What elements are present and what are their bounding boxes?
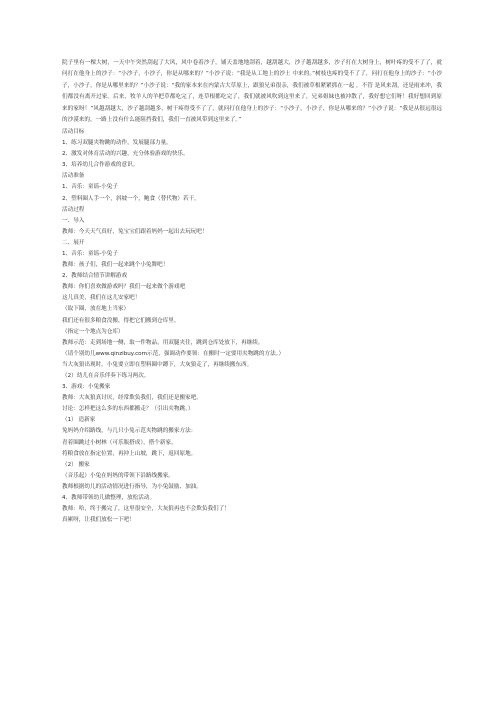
text-line: 兔妈妈介绍路线，与几只小兔示范夹物跳的搬家方法： (62, 428, 197, 435)
text-line: 将粮食放在指定位置，再沖上山坡，跳下，返回原地。 (62, 450, 197, 457)
text-line: （音乐起）小兔在妈妈的带领下沿路线搬家。 (62, 472, 174, 479)
text-line: （请个别幼儿www.qinzibuy.com示范，强调动作要领：在搬时一定要用夹物跳的方法。） (62, 350, 285, 357)
text-line: 活动准备 (62, 173, 85, 180)
text-line: 1、音乐：童谣-小兔子 (62, 250, 118, 257)
text-line: （指定一个地点为仓库） (62, 328, 124, 335)
text-line: 教师：哈，终于搬完了，这里很安全，大灰狼再也不会欺负我们了！ (62, 506, 230, 513)
text-line: 活动过程 (62, 206, 85, 213)
text-line: 2、教师结合情节讲解游戏 (62, 273, 128, 280)
text-line: （取下圈，放在地上当家） (62, 306, 130, 313)
text-line: 二、展开 (62, 239, 85, 246)
text-line: 我们还有很多粮食没搬，得把它们搬到仓库里。 (62, 317, 180, 324)
text-line: 教师：大灰狼真讨厌，经常欺负我们，我们还是搬家吧。 (62, 395, 202, 402)
text-line: 教师根据幼儿的活动情况进行指导，为小兔鼓励、加油。 (62, 483, 202, 490)
text-line: 3、游戏：小兔搬家 (62, 384, 111, 391)
text-line: 教师：你们喜欢做游戏吗？我们一起来做个游戏吧 (62, 284, 186, 291)
story-paragraph: 院子里有一棵大树，一天中午突然刮起了大风，风中卷着沙子，铺天盖地地刮着，越刮越大，沙子越刮越多，沙子打在大树身上，树叶疼的受不了了，就问打在他身上的沙子：“小沙子，小沙子，你是从哪来的？”小沙子说：“我是从工地上的沙土 中来的。”树枝也疼的受不了了，问打在他身上的沙子：“小沙子，小沙子，你是从哪里来的？”小沙子说：“我的家本来在内蒙古大草原上，跟狼兄弟很亲，我们被草根紧紧抓在一起 ，不管 是风来刮，还是雨来冲，我们都没有离开过家。后来，牧羊人的羊把草都吃完了，连草根都吃完了，我们就被风吹到这里来了，兄弟姐妹也被冲散了，我好想它们呀！我好想回到原来的家呀！”风越刮越大，沙子越刮越多，树干疼得受不了了，就问打在他身上的沙子：“小沙子，小沙子，你是从哪来的？”小沙子说：“我是从很远很远的沙漠来的，一路上没有什么能阻挡我们，我们一直被风带到这里来了。” (62, 60, 442, 124)
document-page (62, 58, 442, 526)
text-line: 这儿真美，我们在这儿安家吧！ (62, 295, 141, 302)
text-line: 3、培养幼儿合作游戏的意识。 (62, 162, 139, 169)
text-line: 2、激发对体育活动的兴趣，充分体验游戏的快乐。 (62, 151, 189, 158)
text-line: （2）幼儿在音乐伴奏下练习两次。 (62, 373, 150, 379)
text-line: 教师：今天天气真好，兔宝宝们跟着妈妈一起出去玩玩吧！ (62, 228, 208, 235)
text-line: 一、导入 (62, 217, 85, 224)
text-line: 4、教师带领幼儿做整理，放松活动。 (62, 495, 156, 502)
text-line: 教师示范：走到场地一侧，取一件物品，用双腿夹住，跳到仓库处放下，再继续。 (62, 339, 264, 346)
text-line: 2、塑料圈人手一个，斜坡一个，鲍食（替代物）若干。 (62, 195, 200, 202)
text-line: （1） 造新家 (62, 417, 96, 424)
text-line: （2） 搬家 (62, 461, 90, 468)
text-line: 真累呀，让我们放松一下吧！ (62, 517, 135, 524)
text-line: 青着圈跳过小树林（可乐瓶搭成），搭个新家。 (62, 439, 177, 446)
text-line: 1、练习双腿夹物跳的动作，发展腿部力量。 (62, 140, 172, 147)
activity-plan (62, 127, 442, 526)
text-line: 当大灰狼出现时，小兔要立即在塑料圈中蹲下，大灰狼走了，再继续搬东西。 (62, 361, 253, 368)
text-line: 教师：孩子们，我们一起来跳个小兔舞吧！ (62, 262, 169, 269)
text-line: 1、音乐：童谣-小兔子 (62, 184, 118, 191)
text-line: 活动目标 (62, 128, 85, 135)
text-line: 讨论：怎样把这么多的东西都搬走？（引出夹物跳。） (62, 406, 194, 413)
